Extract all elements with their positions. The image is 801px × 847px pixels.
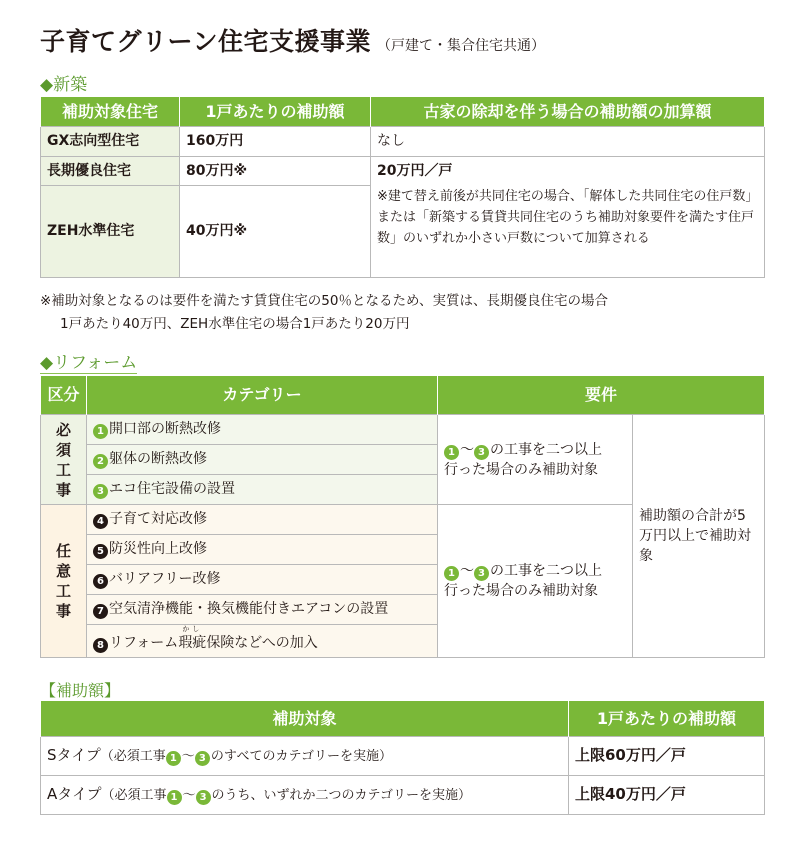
page-title [40, 22, 545, 58]
category-item: 7 空気清浄機能・換気機能付きエアコンの設置 [87, 595, 438, 625]
optional-work-label: 任意工事 [41, 505, 87, 658]
ruby-kashi: かし 瑕疵 [178, 624, 207, 651]
house-type: GX志向型住宅 [41, 127, 180, 157]
house-amount: 160万円 [180, 127, 371, 157]
house-addition: なし [371, 127, 765, 157]
section-reform-label: ◆リフォーム [40, 353, 138, 373]
subsidy-header-row [41, 701, 765, 737]
addition-note: ※建て替え前後が共同住宅の場合、「解体した共同住宅の住戸数」または「新築する賃貸共同住宅のうち補助対象要件を満たす住戸数」のいずれか小さい戸数について加算される [371, 186, 765, 278]
header-target-house: 補助対象住宅 [41, 97, 180, 127]
subsidy-amount: 上限40万円／戸 [569, 776, 765, 815]
table-row [41, 776, 765, 815]
house-amount: 40万円※ [180, 186, 371, 278]
header-subsidy-target: 補助対象 [41, 701, 569, 737]
section-subsidy-label: 【補助額】 [40, 681, 121, 700]
optional-requirement: 1 〜 3 の工事を二つ以上 行った場合のみ補助対象 [438, 505, 633, 658]
footnote-line-2: 1戸あたり40万円、ZEH水準住宅の場合1戸あたり20万円 [60, 316, 410, 332]
table-row [41, 157, 765, 186]
subsidy-amount: 上限60万円／戸 [569, 737, 765, 776]
total-condition: 補助額の合計が5万円以上で補助対象 [633, 415, 765, 658]
subsidy-type: Sタイプ（必須工事 1 〜 3 のすべてのカテゴリーを実施） [41, 737, 569, 776]
section-reform [40, 348, 137, 373]
table-row [41, 737, 765, 776]
reform-table [40, 375, 765, 658]
category-item: 1 開口部の断熱改修 [87, 415, 438, 445]
category-item: 5 防災性向上改修 [87, 535, 438, 565]
subsidy-type: Aタイプ（必須工事 1 〜 3 のうち、いずれか二つのカテゴリーを実施） [41, 776, 569, 815]
house-addition: 20万円／戸 [371, 157, 765, 186]
table-row [41, 415, 765, 445]
category-item: 4 子育て対応改修 [87, 505, 438, 535]
reform-header-row [41, 376, 765, 415]
new-build-header-row [41, 97, 765, 127]
header-kubun: 区分 [41, 376, 87, 415]
title-sub: （戸建て・集合住宅共通） [377, 38, 546, 54]
category-item: 2 躯体の断熱改修 [87, 445, 438, 475]
header-amount: 1戸あたりの補助額 [180, 97, 371, 127]
house-type: ZEH水準住宅 [41, 186, 180, 278]
table-row [41, 127, 765, 157]
new-build-footnote [40, 290, 608, 336]
required-requirement: 1 〜 3 の工事を二つ以上 行った場合のみ補助対象 [438, 415, 633, 505]
section-new-build [40, 70, 87, 95]
category-item: 6 バリアフリー改修 [87, 565, 438, 595]
category-item: 3 エコ住宅設備の設置 [87, 475, 438, 505]
header-addition: 古家の除却を伴う場合の補助額の加算額 [371, 97, 765, 127]
house-type: 長期優良住宅 [41, 157, 180, 186]
title-main: 子育てグリーン住宅支援事業 [40, 27, 372, 56]
header-subsidy-amount: 1戸あたりの補助額 [569, 701, 765, 737]
house-amount: 80万円※ [180, 157, 371, 186]
required-work-label: 必須工事 [41, 415, 87, 505]
category-item: 8 リフォーム かし 瑕疵保険などへの加入 [87, 625, 438, 658]
table-row [41, 186, 765, 278]
header-requirement: 要件 [438, 376, 765, 415]
section-new-build-label: ◆新築 [40, 75, 88, 95]
new-build-table [40, 96, 765, 278]
subsidy-table [40, 700, 765, 815]
header-category: カテゴリー [87, 376, 438, 415]
footnote-line-1: ※補助対象となるのは要件を満たす賃貸住宅の50％となるため、実質は、長期優良住宅の場合 [40, 293, 608, 309]
